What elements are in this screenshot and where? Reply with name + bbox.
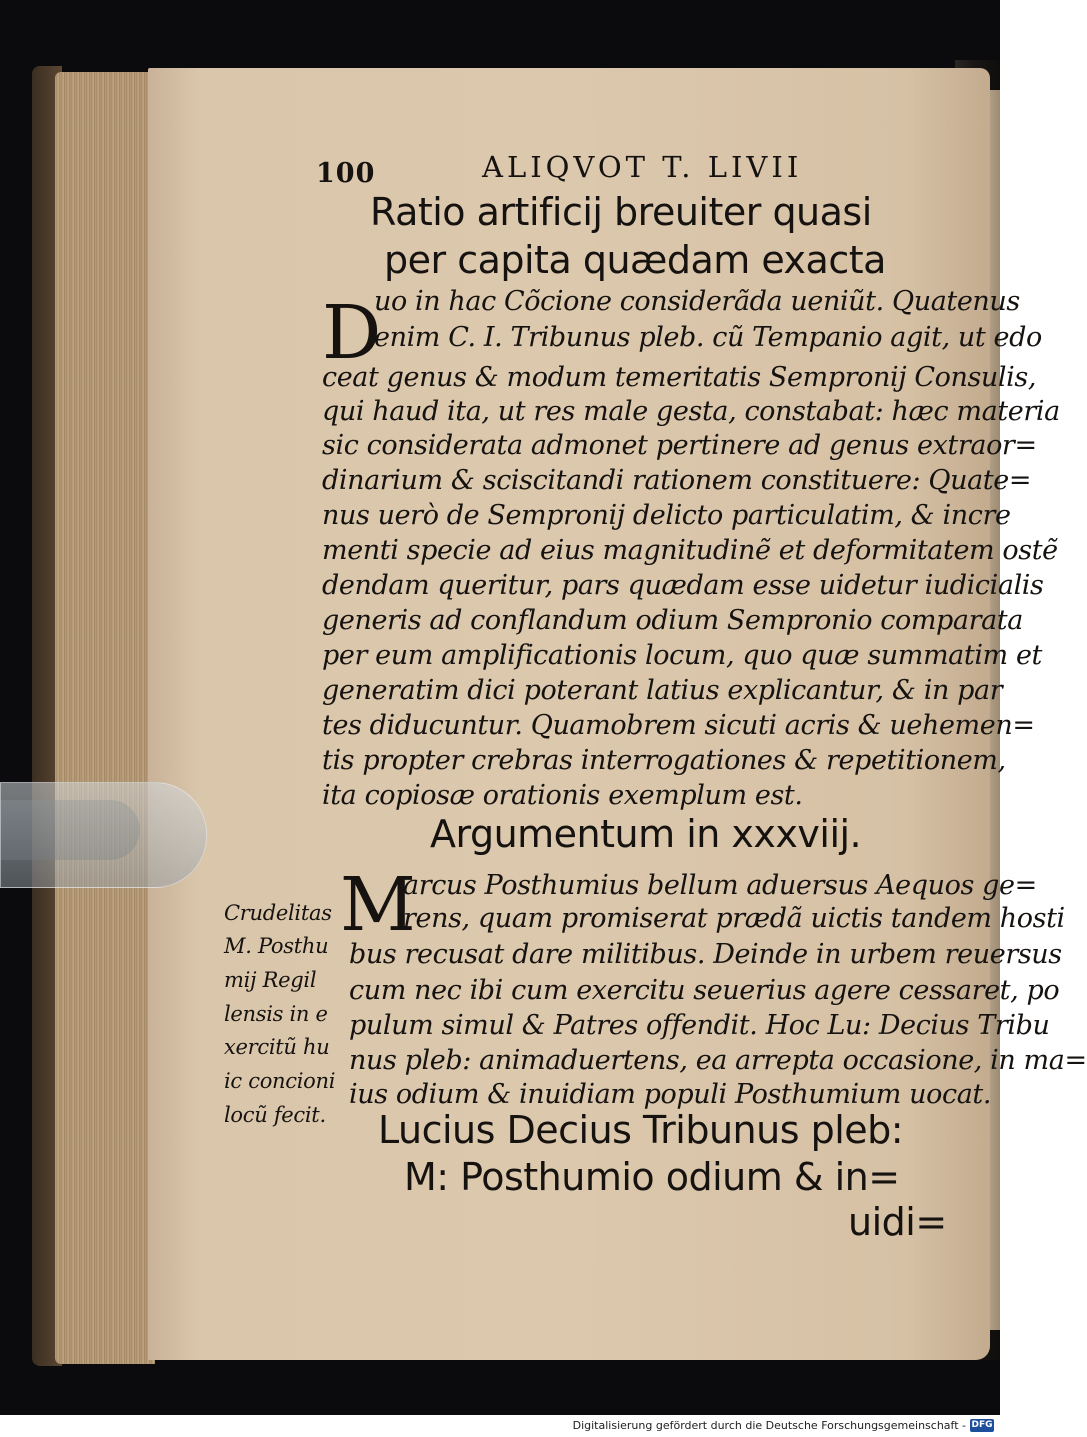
- speech-heading-line: M: Posthumio odium & in=: [404, 1155, 900, 1199]
- margin-note-line: M. Posthu: [224, 934, 329, 958]
- margin-note-line: lensis in e: [224, 1002, 328, 1026]
- title-line: Ratio artificij breuiter quasi: [370, 190, 872, 234]
- running-head: ALIQVOT T. LIVII: [482, 150, 803, 184]
- body-line: tes diducuntur. Quamobrem sicuti acris & uehemen=: [322, 710, 1035, 741]
- body-line: generis ad conflandum odium Sempronio comparata: [322, 605, 1023, 636]
- body-line: qui haud ita, ut res male gesta, constabat: hæc materia: [322, 396, 1060, 427]
- body-line: bus recusat dare militibus. Deinde in urbem reuersus: [349, 939, 1062, 970]
- dfg-logo-icon: DFG: [971, 1420, 993, 1430]
- page-clip: [0, 782, 207, 888]
- body-line: dendam queritur, pars quædam esse uidetur iudicialis: [322, 570, 1044, 601]
- title-line: per capita quædam exacta: [384, 238, 886, 282]
- body-line: pulum simul & Patres offendit. Hoc Lu: Decius Tribu: [349, 1010, 1050, 1041]
- body-line: generatim dici poterant latius explicantur, & in par: [322, 675, 1003, 706]
- body-line: nus pleb: animaduertens, ea arrepta occasione, in ma=: [349, 1045, 1087, 1076]
- body-line: per eum amplificationis locum, quo quæ summatim et: [322, 640, 1042, 671]
- body-line: nus uerò de Sempronij delicto particulatim, & incre: [322, 500, 1011, 531]
- body-line: ius odium & inuidiam populi Posthumium uocat.: [349, 1079, 992, 1110]
- speech-heading-line: Lucius Decius Tribunus pleb:: [378, 1108, 904, 1152]
- body-line: tis propter crebras interrogationes & repetitionem,: [322, 745, 1006, 776]
- body-line: sic considerata admonet pertinere ad genus extraor=: [322, 430, 1037, 461]
- body-line: uo in hac Cõcione considerãda ueniũt. Quatenus: [374, 286, 1020, 317]
- body-line: enim C. I. Tribunus pleb. cũ Tempanio agit, ut edo: [374, 322, 1042, 353]
- body-line: menti specie ad eius magnitudinẽ et deformitatem ostẽ: [322, 535, 1058, 566]
- drop-cap: M: [340, 862, 416, 948]
- margin-note-line: xercitũ hu: [224, 1035, 330, 1059]
- page-number: 100: [316, 158, 376, 189]
- section-title: Argumentum in xxxviij.: [430, 812, 862, 856]
- page-block-edge: [55, 72, 155, 1364]
- body-line: arcus Posthumius bellum aduersus Aequos ge=: [403, 870, 1037, 901]
- body-line: ita copiosæ orationis exemplum est.: [322, 780, 803, 811]
- margin-note-line: locũ fecit.: [224, 1103, 326, 1127]
- body-line: cum nec ibi cum exercitu seuerius agere cessaret, po: [349, 975, 1060, 1006]
- funding-credit: Digitalisierung gefördert durch die Deutsche Forschungsgemeinschaft -: [572, 1419, 966, 1432]
- margin-note-line: Crudelitas: [224, 901, 332, 925]
- body-line: rens, quam promiserat prædã uictis tandem hosti: [403, 903, 1065, 934]
- margin-note-line: mij Regil: [224, 968, 317, 992]
- margin-note-line: ic concioni: [224, 1069, 336, 1093]
- body-line: dinarium & sciscitandi rationem constituere: Quate=: [322, 465, 1032, 496]
- body-line: ceat genus & modum temeritatis Sempronij Consulis,: [322, 362, 1037, 393]
- speech-heading-line: uidi=: [848, 1200, 947, 1244]
- drop-cap: D: [322, 290, 382, 376]
